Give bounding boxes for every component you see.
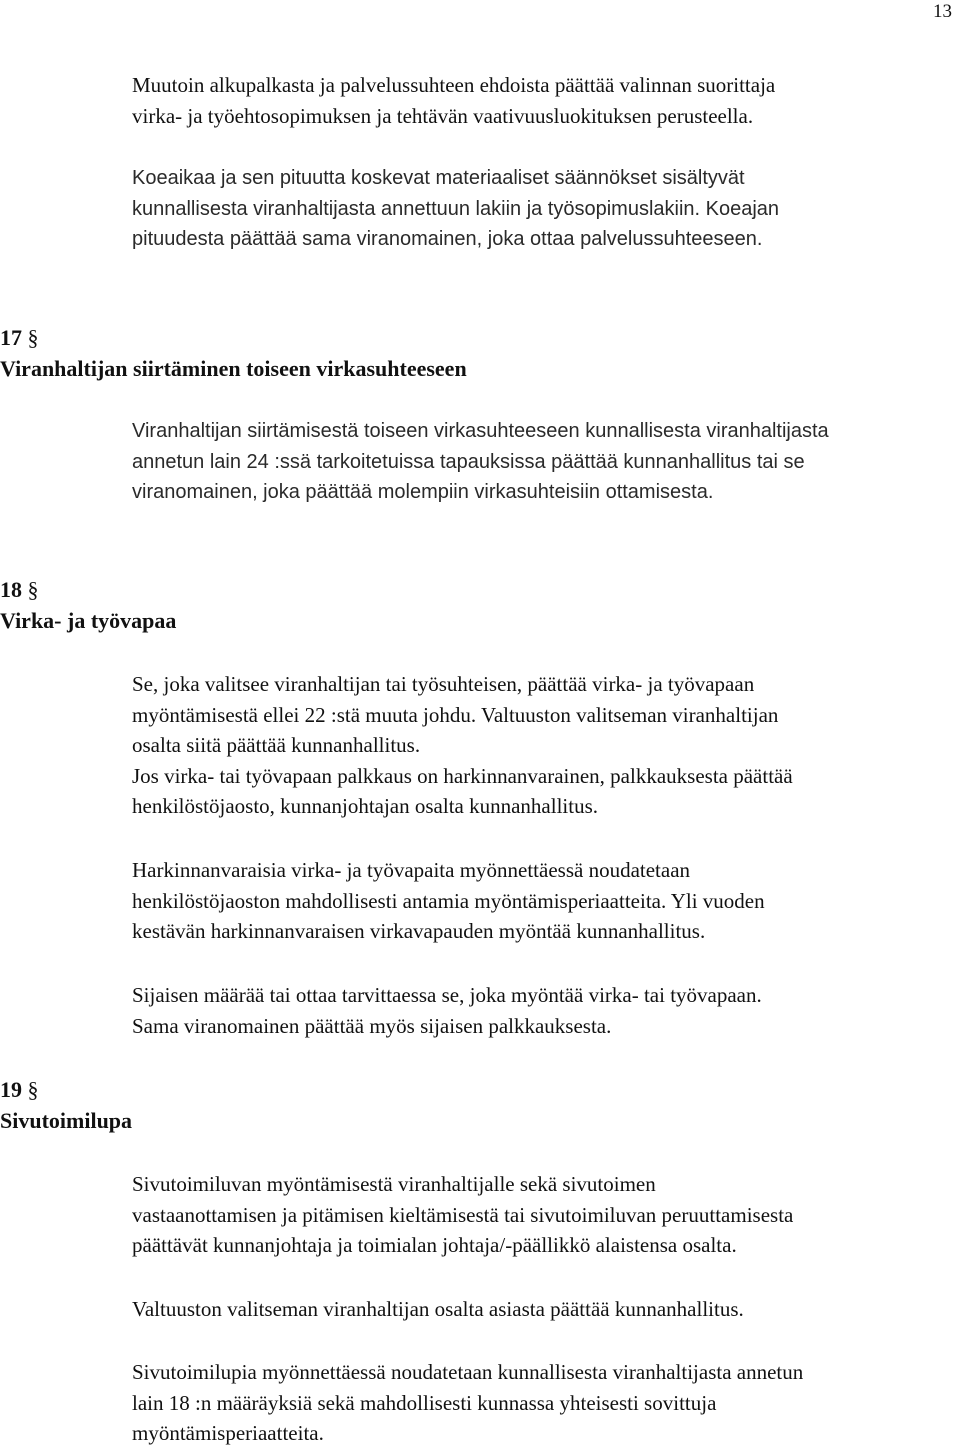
section-17-number: 17 § <box>0 325 39 350</box>
section-18-number: 18 § <box>0 577 39 602</box>
section-17-paragraph-1: Viranhaltijan siirtämisestä toiseen virkasuhteeseen kunnallisesta viranhaltijasta annetun lain 24 :ssä tarkoitetuissa tapauksissa päättää kunnanhallitus tai se viranomainen, joka päättää molempiin virkasuhteisiin ottamisesta. <box>132 420 829 503</box>
intro-paragraph-1: Muutoin alkupalkasta ja palvelussuhteen ehdoista päättää valinnan suorittaja virka- ja työehtosopimuksen ja tehtävän vaativuusluokituksen perusteella. <box>132 73 776 128</box>
intro-paragraph-2: Koeaikaa ja sen pituutta koskevat materiaaliset säännökset sisältyvät kunnallisesta viranhaltijasta annettuun lakiin ja työsopimuslakiin. Koeajan pituudesta päättää sama viranomainen, joka ottaa palvelussuhteeseen. <box>132 167 780 250</box>
section-19-heading <box>0 1074 132 1136</box>
section-17-heading <box>0 322 467 384</box>
section-17-title: Viranhaltijan siirtäminen toiseen virkasuhteeseen <box>0 356 467 381</box>
section-19-title: Sivutoimilupa <box>0 1108 133 1133</box>
section-19-paragraph-2: Valtuuston valitseman viranhaltijan osalta asiasta päättää kunnanhallitus. <box>132 1297 744 1321</box>
section-18-paragraph-2: Harkinnanvaraisia virka- ja työvapaita myönnettäessä noudatetaan henkilöstöjaoston mahdollisesti antamia myöntämisperiaatteita. Yli vuoden kestävän harkinnanvaraisen virkavapauden myöntää kunnanhallitus. <box>132 858 765 943</box>
page-number: 13 <box>933 1 952 22</box>
section-19-paragraph-1: Sivutoimiluvan myöntämisestä viranhaltijalle sekä sivutoimen vastaanottamisen ja pitämisen kieltämisestä tai sivutoimiluvan peruuttamisesta päättävät kunnanjohtaja ja toimialan johtaja/-päällikkö alaistensa osalta. <box>132 1172 794 1257</box>
section-18-title: Virka- ja työvapaa <box>0 608 177 633</box>
section-19-number: 19 § <box>0 1077 39 1102</box>
section-18-paragraph-1: Se, joka valitsee viranhaltijan tai työsuhteisen, päättää virka- ja työvapaan myöntämisestä ellei 22 :stä muuta johdu. Valtuuston valitseman viranhaltijan osalta siitä päättää kunnanhallitus. Jos virka- tai työvapaan palkkaus on harkinnanvarainen, palkkauksesta päättää henkilöstöjaosto, kunnanjohtajan osalta kunnanhallitus. <box>132 672 793 818</box>
section-19-paragraph-3: Sivutoimilupia myönnettäessä noudatetaan kunnallisesta viranhaltijasta annetun lain 18 :n määräyksiä sekä mahdollisesti kunnassa yhteisesti sovittuja myöntämisperiaatteita. <box>132 1360 804 1445</box>
section-18-paragraph-3: Sijaisen määrää tai ottaa tarvittaessa se, joka myöntää virka- tai työvapaan. Sama viranomainen päättää myös sijaisen palkkauksesta. <box>132 983 762 1038</box>
section-18-heading <box>0 574 176 636</box>
